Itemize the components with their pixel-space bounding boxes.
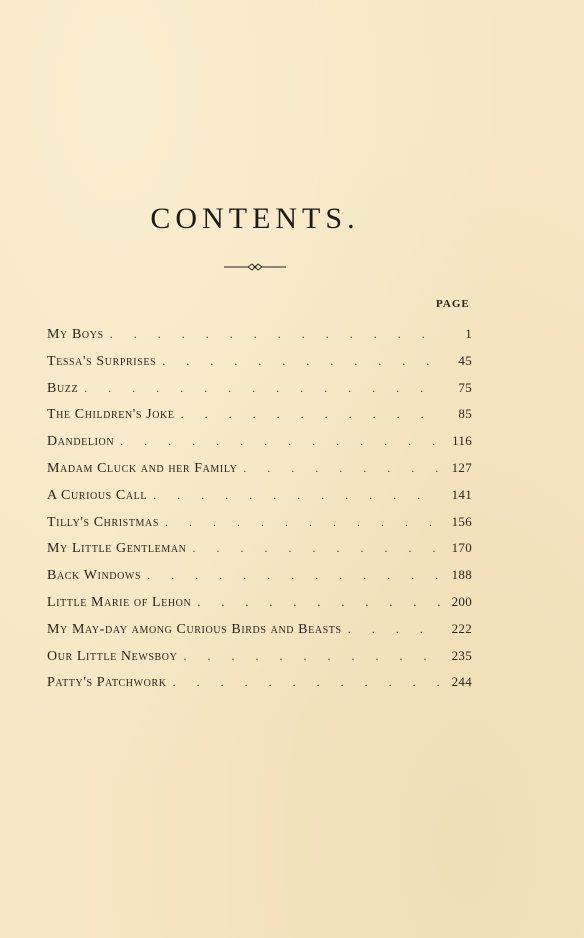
entry-page: 141 xyxy=(451,486,472,502)
entry-title: A Curious Call xyxy=(47,487,148,503)
toc-entry xyxy=(47,487,472,514)
entry-page: 116 xyxy=(452,433,472,449)
dot-leader xyxy=(193,541,441,556)
entry-page: 85 xyxy=(458,406,472,422)
entry-title: My Boys xyxy=(47,327,104,342)
dot-leader xyxy=(183,649,440,664)
entry-page: 188 xyxy=(451,567,472,583)
ornament-divider xyxy=(222,260,288,274)
dot-leader xyxy=(162,354,440,369)
toc-entry xyxy=(47,433,472,460)
entry-page: 170 xyxy=(451,540,472,556)
dot-leader xyxy=(165,515,440,530)
entry-title: The Children's Joke xyxy=(47,407,175,423)
entry-title: Patty's Patchwork xyxy=(47,675,167,691)
toc-entry xyxy=(47,567,472,594)
dot-leader xyxy=(110,327,440,342)
dot-leader xyxy=(147,568,440,583)
entry-page: 200 xyxy=(451,593,472,609)
entry-page: 235 xyxy=(451,647,472,663)
toc-entry xyxy=(47,674,472,701)
entry-page: 244 xyxy=(451,674,472,690)
dot-leader xyxy=(84,381,440,396)
entry-title: Back Windows xyxy=(47,568,142,584)
entry-title: Buzz xyxy=(47,380,79,396)
entry-title: Dandelion xyxy=(47,434,115,450)
entry-page: 222 xyxy=(451,620,472,636)
dot-leader xyxy=(153,488,440,503)
entry-page: 156 xyxy=(451,513,472,529)
entry-title: Madam Cluck and her Family xyxy=(47,460,238,476)
toc-entry xyxy=(47,514,472,541)
table-of-contents xyxy=(47,326,472,701)
page-title: CONTENTS. xyxy=(150,202,360,235)
dot-leader xyxy=(120,434,440,449)
toc-entry xyxy=(47,326,472,353)
toc-entry xyxy=(47,380,472,407)
toc-entry xyxy=(47,621,472,648)
dot-leader xyxy=(181,407,440,422)
toc-entry xyxy=(47,648,472,675)
entry-title: My May-day among Curious Birds and Beasts xyxy=(47,621,342,637)
entry-title: Tessa's Surprises xyxy=(47,353,157,369)
toc-entry xyxy=(47,460,472,487)
entry-page: 75 xyxy=(458,379,472,395)
dot-leader xyxy=(243,461,440,476)
entry-page: 1 xyxy=(465,326,472,341)
dot-leader xyxy=(173,675,440,690)
entry-title: Little Marie of Lehon xyxy=(47,594,192,610)
entry-title: My Little Gentleman xyxy=(47,541,187,557)
toc-entry xyxy=(47,540,472,567)
entry-title: Our Little Newsboy xyxy=(47,648,178,664)
dot-leader xyxy=(348,622,440,637)
toc-entry xyxy=(47,353,472,380)
entry-page: 45 xyxy=(458,352,472,368)
toc-entry xyxy=(47,406,472,433)
toc-entry xyxy=(47,594,472,621)
entry-title: Tilly's Christmas xyxy=(47,514,160,530)
entry-page: 127 xyxy=(451,459,472,475)
page-column-header: PAGE xyxy=(436,298,470,310)
dot-leader xyxy=(197,595,440,610)
